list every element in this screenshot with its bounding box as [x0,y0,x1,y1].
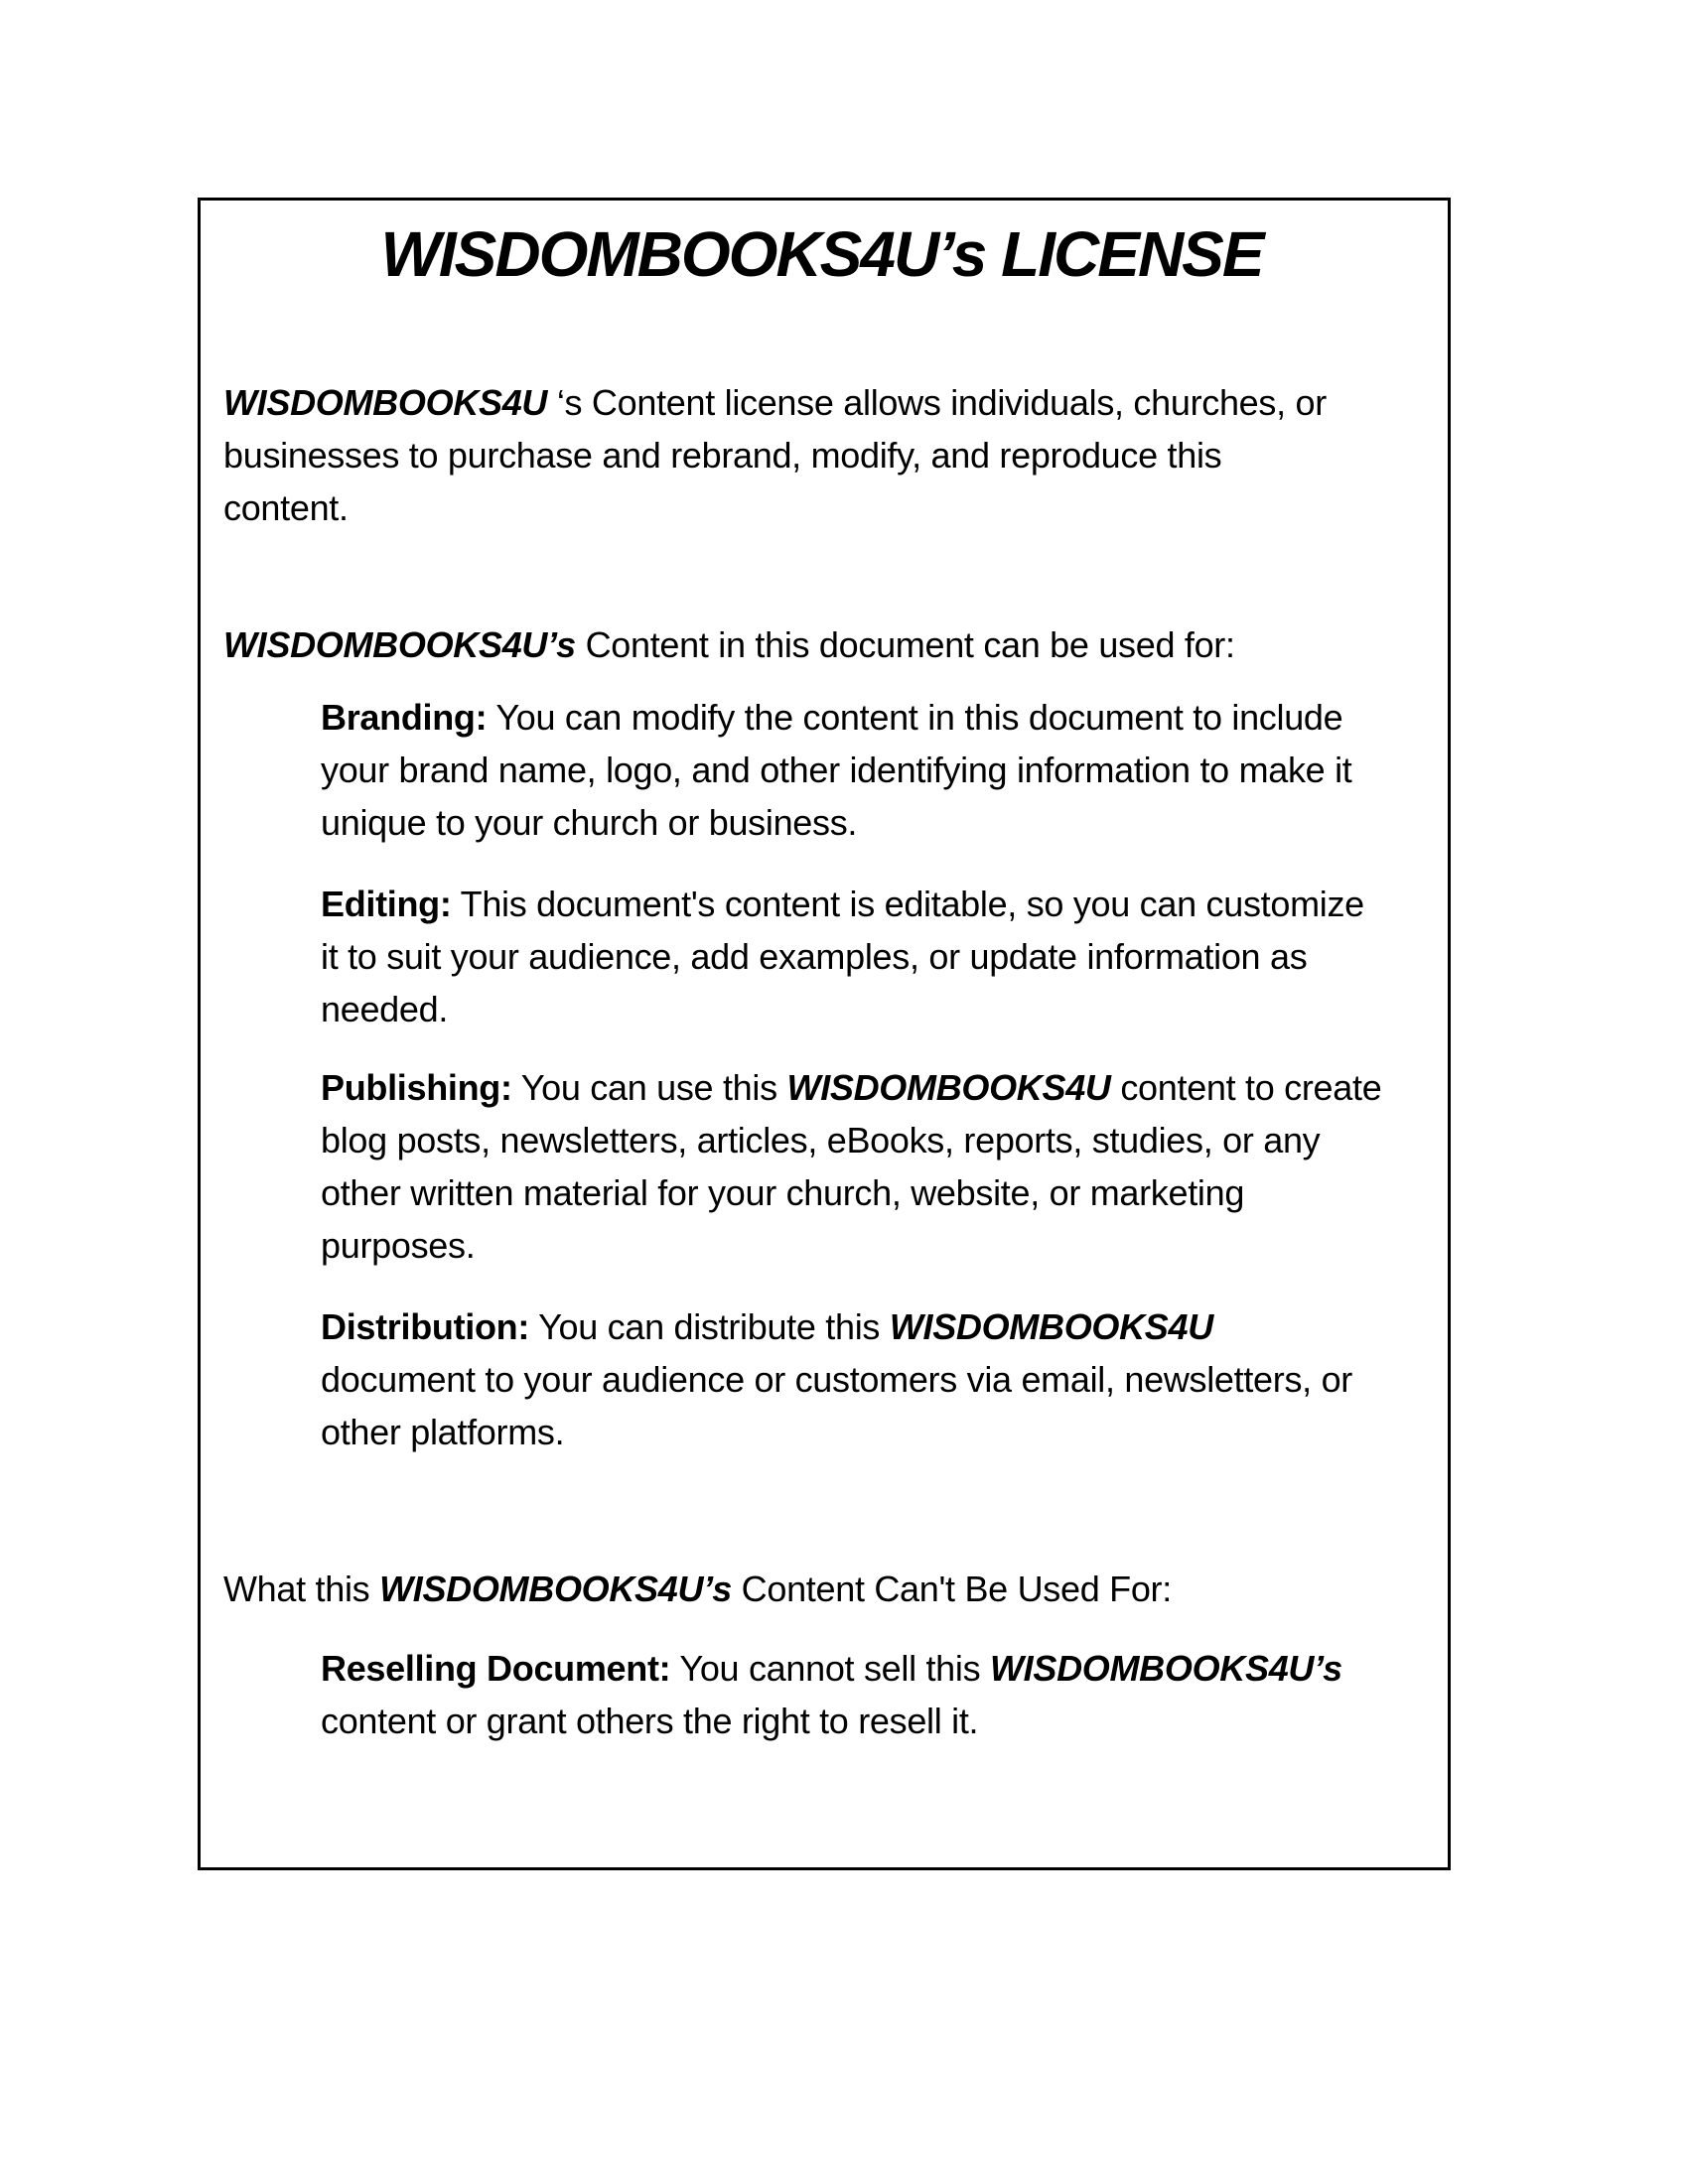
text-run: content. [223,486,349,528]
text-line [321,1353,1420,1406]
text-run: Editing: [321,883,452,924]
text-run: purposes. [321,1224,476,1266]
text-run: other platforms. [321,1411,565,1452]
text-run: What this [223,1568,380,1609]
text-line [321,1219,1420,1272]
text-run: document to your audience or customers via email, newsletters, or [321,1358,1352,1400]
text-line [321,796,1420,849]
text-run: content to create [1110,1066,1382,1108]
uses-heading [223,618,1420,671]
item-branding [321,691,1420,849]
text-run: Content Can't Be Used For: [731,1568,1172,1609]
text-run: You can use this [511,1066,787,1108]
text-run: WISDOMBOOKS4U [223,381,548,423]
text-run: WISDOMBOOKS4U’s [223,623,576,665]
item-reselling-document [321,1642,1420,1747]
text-line [321,1114,1420,1166]
text-run: Publishing: [321,1066,512,1108]
text-line [321,1166,1420,1219]
text-run: Reselling Document: [321,1647,671,1689]
text-run: blog posts, newsletters, articles, eBooks, reports, studies, or any [321,1119,1321,1160]
text-line [321,983,1420,1035]
license-title: WISDOMBOOKS4U’s LICENSE [380,218,1263,290]
text-line [321,744,1420,796]
intro-paragraph [223,376,1420,534]
text-run: You cannot sell this [670,1647,990,1689]
text-run: WISDOMBOOKS4U [889,1305,1213,1347]
text-line [321,1695,1420,1747]
text-line [321,1061,1420,1114]
text-run: needed. [321,988,449,1029]
text-line [321,930,1420,983]
text-run: other written material for your church, website, or marketing [321,1171,1245,1213]
text-line [223,1563,1420,1615]
text-line [321,1300,1420,1353]
text-run: Content in this document can be used for: [575,623,1235,665]
cant-be-used-heading [223,1563,1420,1615]
item-distribution [321,1300,1420,1458]
text-line [223,429,1420,481]
text-run: WISDOMBOOKS4U’s [990,1647,1342,1689]
text-line [321,1642,1420,1695]
text-run: ‘s Content license allows individuals, churches, or [547,381,1327,423]
text-run: unique to your church or business. [321,801,858,843]
text-run: You can distribute this [529,1305,890,1347]
item-editing [321,878,1420,1035]
text-run: This document's content is editable, so you can customize [451,883,1364,924]
text-line [321,1406,1420,1458]
text-run: Distribution: [321,1305,530,1347]
text-line [321,878,1420,930]
text-line [321,691,1420,744]
text-run: it to suit your audience, add examples, or update information as [321,935,1308,977]
text-line [223,481,1420,534]
text-run: WISDOMBOOKS4U [786,1066,1111,1108]
text-run: businesses to purchase and rebrand, modify, and reproduce this [223,434,1222,476]
text-line [223,376,1420,429]
text-run: your brand name, logo, and other identifying information to make it [321,749,1352,790]
text-run: You can modify the content in this document to include [487,696,1343,738]
license-box [198,198,1451,1870]
text-line [223,618,1420,671]
text-run: Branding: [321,696,488,738]
item-publishing [321,1061,1420,1272]
text-run: content or grant others the right to resell it. [321,1700,979,1741]
text-run: WISDOMBOOKS4U’s [379,1568,732,1609]
